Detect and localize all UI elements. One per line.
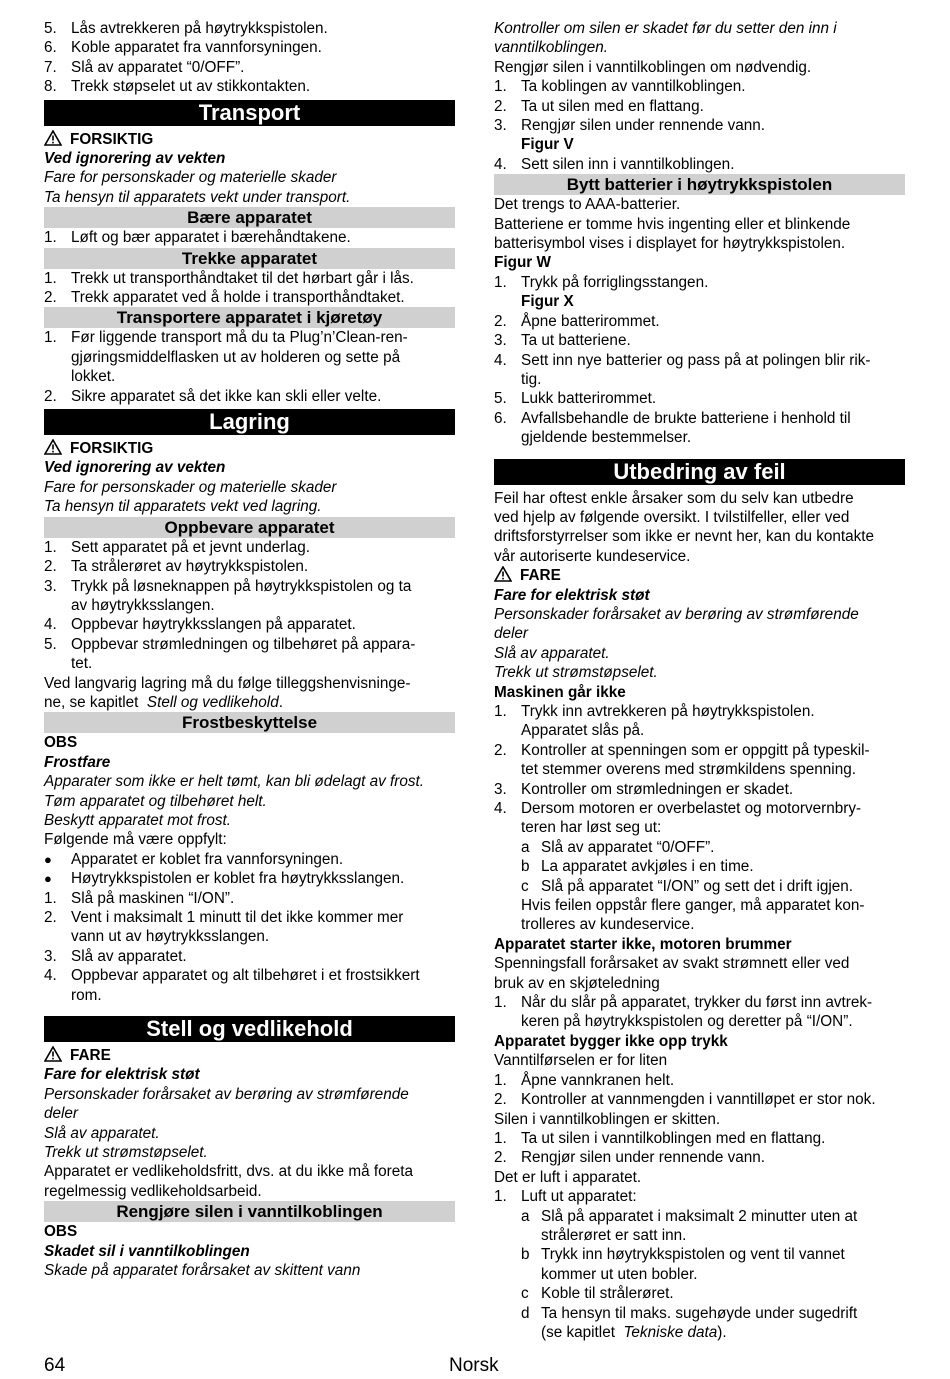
figure-reference: Figur V — [521, 136, 574, 154]
list-item: 3. Trykk på løsneknappen på høytrykkspistolen og ta — [44, 577, 412, 595]
subheading-oppbevare: Oppbevare apparatet — [44, 517, 455, 538]
warning-text: Slå av apparatet. — [44, 1124, 160, 1142]
list-item-continuation: teren har løst seg ut: — [521, 819, 662, 837]
paragraph: batterisymbol vises i displayet for høytrykkspistolen. — [494, 235, 846, 253]
subheading-batteri: Bytt batterier i høytrykkspistolen — [494, 174, 905, 195]
list-item: 5. Lukk batterirommet. — [494, 390, 657, 408]
paragraph: ved hjelp av følgende oversikt. I tvilstilfeller, eller ved — [494, 508, 850, 526]
list-item: 4. Sett silen inn i vanntilkoblingen. — [494, 155, 735, 173]
notice-text: Skade på apparatet forårsaket av skittent vann — [44, 1262, 361, 1280]
chapter-reference: Tekniske data — [623, 1323, 718, 1341]
list-item-continuation: vann ut av høytrykksslangen. — [71, 928, 270, 946]
list-item: 2. Rengjør silen under rennende vann. — [494, 1149, 766, 1167]
notice-label: OBS — [44, 1223, 78, 1241]
list-item: 4. Oppbevar høytrykksslangen på apparatet. — [44, 616, 356, 634]
list-item-continuation: strålerøret er satt inn. — [541, 1226, 687, 1244]
list-item: 5. Lås avtrekkeren på høytrykkspistolen. — [44, 20, 328, 37]
sub-list-item: d Ta hensyn til maks. sugehøyde under sugedrift — [521, 1304, 858, 1322]
paragraph: Ved langvarig lagring må du følge tilleggshenvisninge- — [44, 674, 411, 692]
warning-triangle-icon — [44, 1046, 70, 1065]
list-item-continuation: kommer ut uten bobler. — [541, 1265, 698, 1283]
warning-label: FARE — [44, 1046, 455, 1065]
list-item: 1. Når du slår på apparatet, trykker du først inn avtrek- — [494, 994, 873, 1012]
list-item-continuation: rom. — [71, 986, 102, 1004]
list-item-continuation: tet. — [71, 655, 93, 673]
paragraph: Rengjør silen i vanntilkoblingen om nødvendig. — [494, 58, 812, 76]
paragraph: Det er luft i apparatet. — [494, 1168, 642, 1186]
list-item-continuation: tig. — [521, 370, 542, 388]
notice-text: Kontroller om silen er skadet før du setter den inn i — [494, 20, 837, 37]
list-item: 1. Trykk inn avtrekkeren på høytrykkspistolen. — [494, 702, 815, 720]
bullet-dot-icon: ● — [44, 851, 52, 867]
notice-text: Apparater som ikke er helt tømt, kan bli ødelagt av frost. — [44, 773, 425, 791]
list-item-continuation: (se kapitlet Tekniske data). — [541, 1323, 727, 1341]
section-heading-stell: Stell og vedlikehold — [44, 1016, 455, 1042]
chapter-reference: Stell og vedlikehold — [146, 693, 279, 711]
list-item: 2. Kontroller at vannmengden i vanntilløpet er stor nok. — [494, 1091, 876, 1109]
list-item: 4. Oppbevar apparatet og alt tilbehøret i et frostsikkert — [44, 967, 420, 985]
bullet-item: ● Apparatet er koblet fra vannforsyningen. — [44, 850, 344, 868]
warning-text: Slå av apparatet. — [494, 644, 610, 662]
list-item: 2. Sikre apparatet så det ikke kan skli eller velte. — [44, 387, 382, 405]
subheading-kjoretoy: Transportere apparatet i kjøretøy — [44, 307, 455, 328]
list-item: 6. Koble apparatet fra vannforsyningen. — [44, 39, 322, 57]
sub-list-item: b La apparatet avkjøles i en time. — [521, 858, 754, 876]
list-item: 7. Slå av apparatet “0/OFF”. — [44, 58, 245, 76]
paragraph: Det trengs to AAA-batterier. — [494, 196, 681, 214]
section-heading-feil: Utbedring av feil — [494, 459, 905, 485]
bullet-dot-icon: ● — [44, 871, 52, 887]
right-column — [494, 19, 905, 1342]
warning-text: Trekk ut strømstøpselet. — [494, 664, 658, 682]
list-item: 4. Dersom motoren er overbelastet og motorvernbry- — [494, 800, 862, 818]
warning-text: Personskader forårsaket av berøring av strømførende — [44, 1085, 409, 1103]
paragraph: Feil har oftest enkle årsaker som du selv kan utbedre — [494, 489, 854, 507]
paragraph: driftsforstyrrelser som ikke er nevnt her, kan du kontakte — [494, 528, 875, 546]
notice-heading: Skadet sil i vanntilkoblingen — [44, 1242, 250, 1260]
notice-text: vanntilkoblingen. — [494, 39, 608, 57]
warning-triangle-icon — [44, 439, 70, 458]
paragraph: Apparatet er vedlikeholdsfritt, dvs. at du ikke må foreta — [44, 1163, 414, 1181]
subheading-baere: Bære apparatet — [44, 207, 455, 228]
warning-triangle-icon — [44, 130, 70, 149]
list-item: 2. Ta ut silen med en flattang. — [494, 97, 704, 115]
paragraph: regelmessig vedlikeholdsarbeid. — [44, 1182, 262, 1200]
list-item: 1. Slå på maskinen “I/ON”. — [44, 889, 235, 907]
warning-label: FARE — [494, 566, 905, 585]
list-item: 8. Trekk støpselet ut av stikkontakten. — [44, 78, 311, 96]
warning-text: Ta hensyn til apparatets vekt under transport. — [44, 188, 351, 206]
paragraph: bruk av en skjøteledning — [494, 974, 660, 992]
warning-heading: Ved ignorering av vekten — [44, 459, 226, 477]
list-item-continuation: av høytrykksslangen. — [71, 596, 215, 614]
warning-heading: Fare for elektrisk støt — [44, 1066, 200, 1084]
list-item-continuation: gjøringsmiddelflasken ut av holderen og sette på — [71, 348, 401, 366]
sub-list-item: c Koble til strålerøret. — [521, 1285, 674, 1303]
problem-heading: Maskinen går ikke — [494, 683, 626, 701]
list-item: 2. Ta strålerøret av høytrykkspistolen. — [44, 558, 309, 576]
list-item: 1. Trykk på forriglingsstangen. — [494, 273, 709, 291]
list-item: 3. Kontroller om strømledningen er skadet. — [494, 780, 794, 798]
list-item: 3. Slå av apparatet. — [44, 947, 187, 965]
warning-heading: Fare for elektrisk støt — [494, 586, 650, 604]
list-item: 5. Oppbevar strømledningen og tilbehøret på appara- — [44, 635, 416, 653]
list-item: 1. Ta ut silen i vanntilkoblingen med en flattang. — [494, 1129, 826, 1147]
list-item-continuation: trolleres av kundeservice. — [521, 916, 695, 934]
subheading-frost: Frostbeskyttelse — [44, 712, 455, 733]
warning-text: deler — [494, 625, 529, 643]
paragraph: ne, se kapitlet Stell og vedlikehold. — [44, 693, 283, 711]
list-item: 2. Kontroller at spenningen som er oppgitt på typeskil- — [494, 741, 870, 759]
list-item-continuation: lokket. — [71, 368, 116, 386]
problem-heading: Apparatet starter ikke, motoren brummer — [494, 935, 792, 953]
list-item: 3. Ta ut batteriene. — [494, 332, 631, 350]
bullet-item: ● Høytrykkspistolen er koblet fra høytrykksslangen. — [44, 870, 405, 888]
list-item: 1. Ta koblingen av vanntilkoblingen. — [494, 78, 746, 96]
list-item: 2. Trekk apparatet ved å holde i transporthåndtaket. — [44, 289, 405, 307]
warning-text: Trekk ut strømstøpselet. — [44, 1144, 208, 1162]
page-number: 64 — [44, 1355, 66, 1376]
subheading-trekke: Trekke apparatet — [44, 248, 455, 269]
list-item-continuation: gjeldende bestemmelser. — [521, 429, 692, 447]
paragraph: Silen i vanntilkoblingen er skitten. — [494, 1110, 721, 1128]
left-column — [44, 19, 455, 1280]
list-item: 1. Sett apparatet på et jevnt underlag. — [44, 538, 310, 556]
warning-text: Ta hensyn til apparatets vekt ved lagring. — [44, 498, 322, 516]
warning-text: Fare for personskader og materielle skader — [44, 169, 337, 187]
list-item: 2. Vent i maksimalt 1 minutt til det ikke kommer mer — [44, 909, 404, 926]
list-item-continuation: Hvis feilen oppstår flere ganger, må apparatet kon- — [521, 897, 865, 915]
problem-heading: Apparatet bygger ikke opp trykk — [494, 1032, 728, 1050]
list-item: 6. Avfallsbehandle de brukte batteriene i henhold til — [494, 409, 851, 427]
paragraph: Batteriene er tomme hvis ingenting eller et blinkende — [494, 215, 851, 233]
warning-text: deler — [44, 1105, 79, 1123]
paragraph: Vanntilførselen er for liten — [494, 1052, 668, 1070]
list-item: 3. Rengjør silen under rennende vann. — [494, 117, 766, 135]
list-item-continuation: keren på høytrykkspistolen og deretter på “I/ON”. — [521, 1013, 853, 1031]
notice-heading: Frostfare — [44, 753, 111, 771]
figure-reference: Figur W — [494, 254, 551, 272]
list-item: 4. Sett inn nye batterier og pass på at polingen blir rik- — [494, 351, 871, 369]
paragraph: vår autoriserte kundeservice. — [494, 547, 691, 565]
footer-language: Norsk — [449, 1355, 499, 1376]
paragraph: Følgende må være oppfylt: — [44, 831, 227, 849]
notice-text: Beskytt apparatet mot frost. — [44, 811, 232, 829]
list-item: 2. Åpne batterirommet. — [494, 312, 660, 330]
warning-text: Personskader forårsaket av berøring av strømførende — [494, 605, 859, 623]
subheading-silen: Rengjøre silen i vanntilkoblingen — [44, 1201, 455, 1222]
warning-label: FORSIKTIG — [44, 130, 455, 149]
list-item: 1. Løft og bær apparatet i bærehåndtakene. — [44, 229, 351, 247]
paragraph: Spenningsfall forårsaket av svakt strømnett eller ved — [494, 955, 850, 973]
section-heading-lagring: Lagring — [44, 409, 455, 435]
warning-heading: Ved ignorering av vekten — [44, 150, 226, 168]
warning-triangle-icon — [494, 566, 520, 585]
list-item-continuation: Apparatet slås på. — [521, 722, 645, 740]
sub-list-item: a Slå på apparatet i maksimalt 2 minutter uten at — [521, 1207, 858, 1225]
sub-list-item: a Slå av apparatet “0/OFF”. — [521, 838, 715, 856]
list-item: 1. Åpne vannkranen helt. — [494, 1071, 675, 1089]
warning-text: Fare for personskader og materielle skader — [44, 478, 337, 496]
list-item-continuation: tet stemmer overens med strømkildens spenning. — [521, 761, 856, 779]
sub-list-item: b Trykk inn høytrykkspistolen og vent til vannet — [521, 1246, 845, 1264]
section-heading-transport: Transport — [44, 100, 455, 126]
notice-label: OBS — [44, 734, 78, 752]
figure-reference: Figur X — [521, 293, 574, 311]
list-item: 1. Trekk ut transporthåndtaket til det hørbart går i lås. — [44, 269, 414, 287]
sub-list-item: c Slå på apparatet “I/ON” og sett det i drift igjen. — [521, 877, 854, 895]
list-item: 1. Luft ut apparatet: — [494, 1188, 637, 1206]
warning-label: FORSIKTIG — [44, 439, 455, 458]
list-item: 1. Før liggende transport må du ta Plug’n’Clean-ren- — [44, 329, 408, 347]
notice-text: Tøm apparatet og tilbehøret helt. — [44, 792, 267, 810]
